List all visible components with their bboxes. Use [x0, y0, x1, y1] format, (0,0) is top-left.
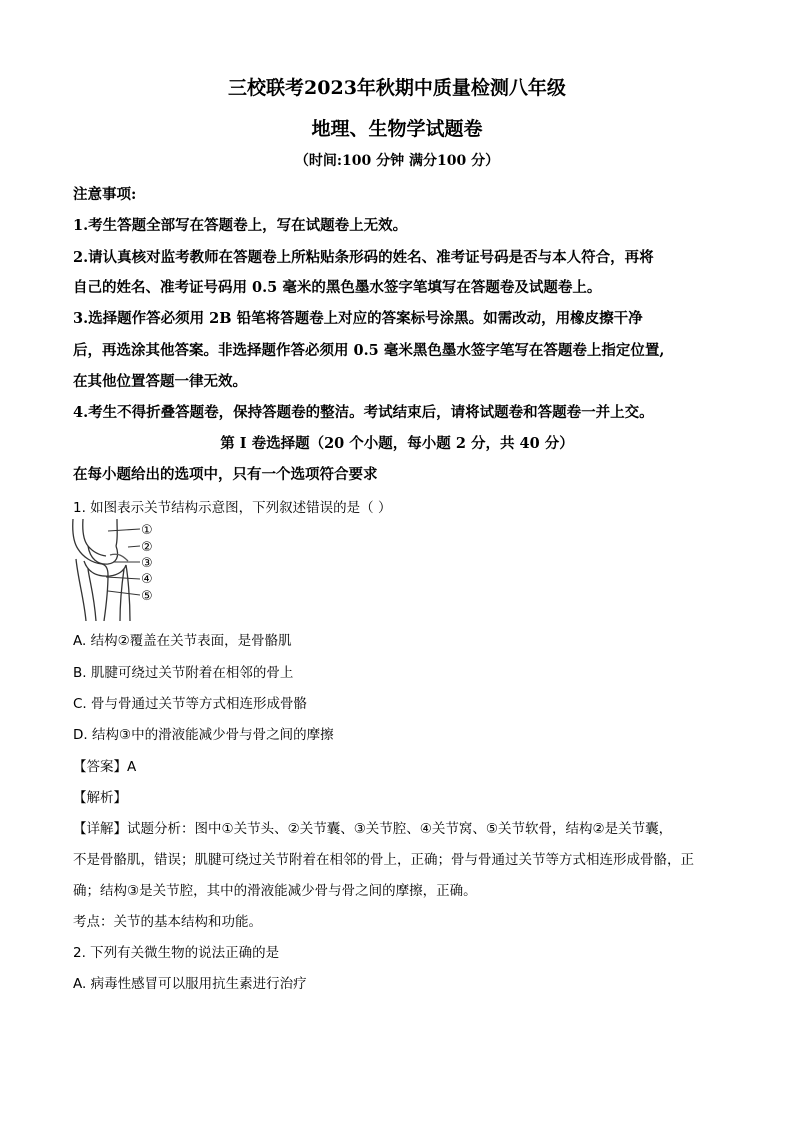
exam-subtitle: 地理、生物学试题卷: [311, 118, 483, 140]
question-2-stem: 2. 下列有关微生物的说法正确的是: [73, 945, 280, 961]
leader-line-1: [108, 529, 140, 531]
leader-line-5: [108, 591, 140, 595]
question-1-detail-line-2: 不是骨骼肌，错误；肌腱可绕过关节附着在相邻的骨上，正确；骨与骨通过关节等方式相连形成骨骼，正: [73, 852, 694, 868]
diagram-label-2: ②: [141, 540, 153, 555]
question-1-detail-line-1: 【详解】试题分析：图中①关节头、②关节囊、③关节腔、④关节窝、⑤关节软骨，结构②是关节囊，: [73, 821, 673, 837]
diagram-label-4: ④: [141, 572, 153, 587]
articular-cartilage: [110, 554, 128, 561]
notice-item-3-line-3: 在其他位置答题一律无效。: [73, 373, 247, 390]
notice-item-3-line-1: 3.选择题作答必须用 2B 铅笔将答题卷上对应的答案标号涂黑。如需改动，用橡皮擦干净: [73, 310, 643, 327]
notice-heading: 注意事项:: [73, 186, 137, 203]
answer-value: A: [127, 759, 137, 775]
exam-time-info: （时间:100 分钟 满分100 分）: [294, 153, 500, 169]
question-1-kaodian: 考点：关节的基本结构和功能。: [73, 914, 262, 930]
joint-socket-surface: [84, 561, 126, 576]
joint-capsule-left: [76, 559, 86, 621]
notice-item-4: 4.考生不得折叠答题卷，保持答题卷的整洁。考试结束后，请将试题卷和答题卷一并上交。: [73, 404, 654, 421]
question-1-stem: 1. 如图表示关节结构示意图，下列叙述错误的是（ ）: [73, 500, 392, 516]
notice-item-2-line-1: 2.请认真核对监考教师在答题卷上所粘贴条形码的姓名、准考证号码是否与本人符合，再将: [73, 249, 654, 266]
diagram-label-1: ①: [141, 523, 153, 538]
inner-bone-outline-left: [83, 519, 106, 556]
question-1-option-b: B. 肌腱可绕过关节附着在相邻的骨上: [73, 665, 294, 681]
exam-title: 三校联考2023年秋期中质量检测八年级: [228, 77, 566, 99]
lower-bone-left-edge: [88, 569, 96, 621]
notice-item-1: 1.考生答题全部写在答题卷上，写在试题卷上无效。: [73, 217, 408, 234]
diagram-label-5: ⑤: [141, 589, 153, 604]
question-1-answer: [73, 755, 136, 775]
question-1-detail-line-3: 确；结构③是关节腔，其中的滑液能减少骨与骨之间的摩擦，正确。: [73, 883, 477, 899]
notice-item-2-line-2: 自己的姓名、准考证号码用 0.5 毫米的黑色墨水签字笔填写在答题卷及试题卷上。: [73, 279, 602, 296]
question-1-option-a: A. 结构②覆盖在关节表面，是骨骼肌: [73, 633, 292, 649]
section-instruction: 在每小题给出的选项中，只有一个选项符合要求: [73, 466, 378, 483]
joint-diagram: [68, 519, 163, 621]
notice-item-3-line-2: 后，再选涂其他答案。非选择题作答必须用 0.5 毫米黑色墨水签字笔写在答题卷上指定位置,: [73, 342, 665, 359]
section-title: 第 I 卷选择题（20 个小题，每小题 2 分，共 40 分）: [220, 435, 574, 452]
answer-tag: 【答案】: [73, 759, 127, 775]
diagram-label-3: ③: [141, 556, 153, 571]
question-2-option-a: A. 病毒性感冒可以服用抗生素进行治疗: [73, 976, 307, 992]
upper-bone-right-edge: [116, 519, 117, 546]
leader-line-2: [128, 546, 140, 547]
question-1-option-d: D. 结构③中的滑液能减少骨与骨之间的摩擦: [73, 727, 334, 743]
question-1-option-c: C. 骨与骨通过关节等方式相连形成骨骼: [73, 696, 308, 712]
lower-bone-right-edge: [120, 569, 124, 621]
question-1-analysis-tag: 【解析】: [73, 790, 127, 806]
